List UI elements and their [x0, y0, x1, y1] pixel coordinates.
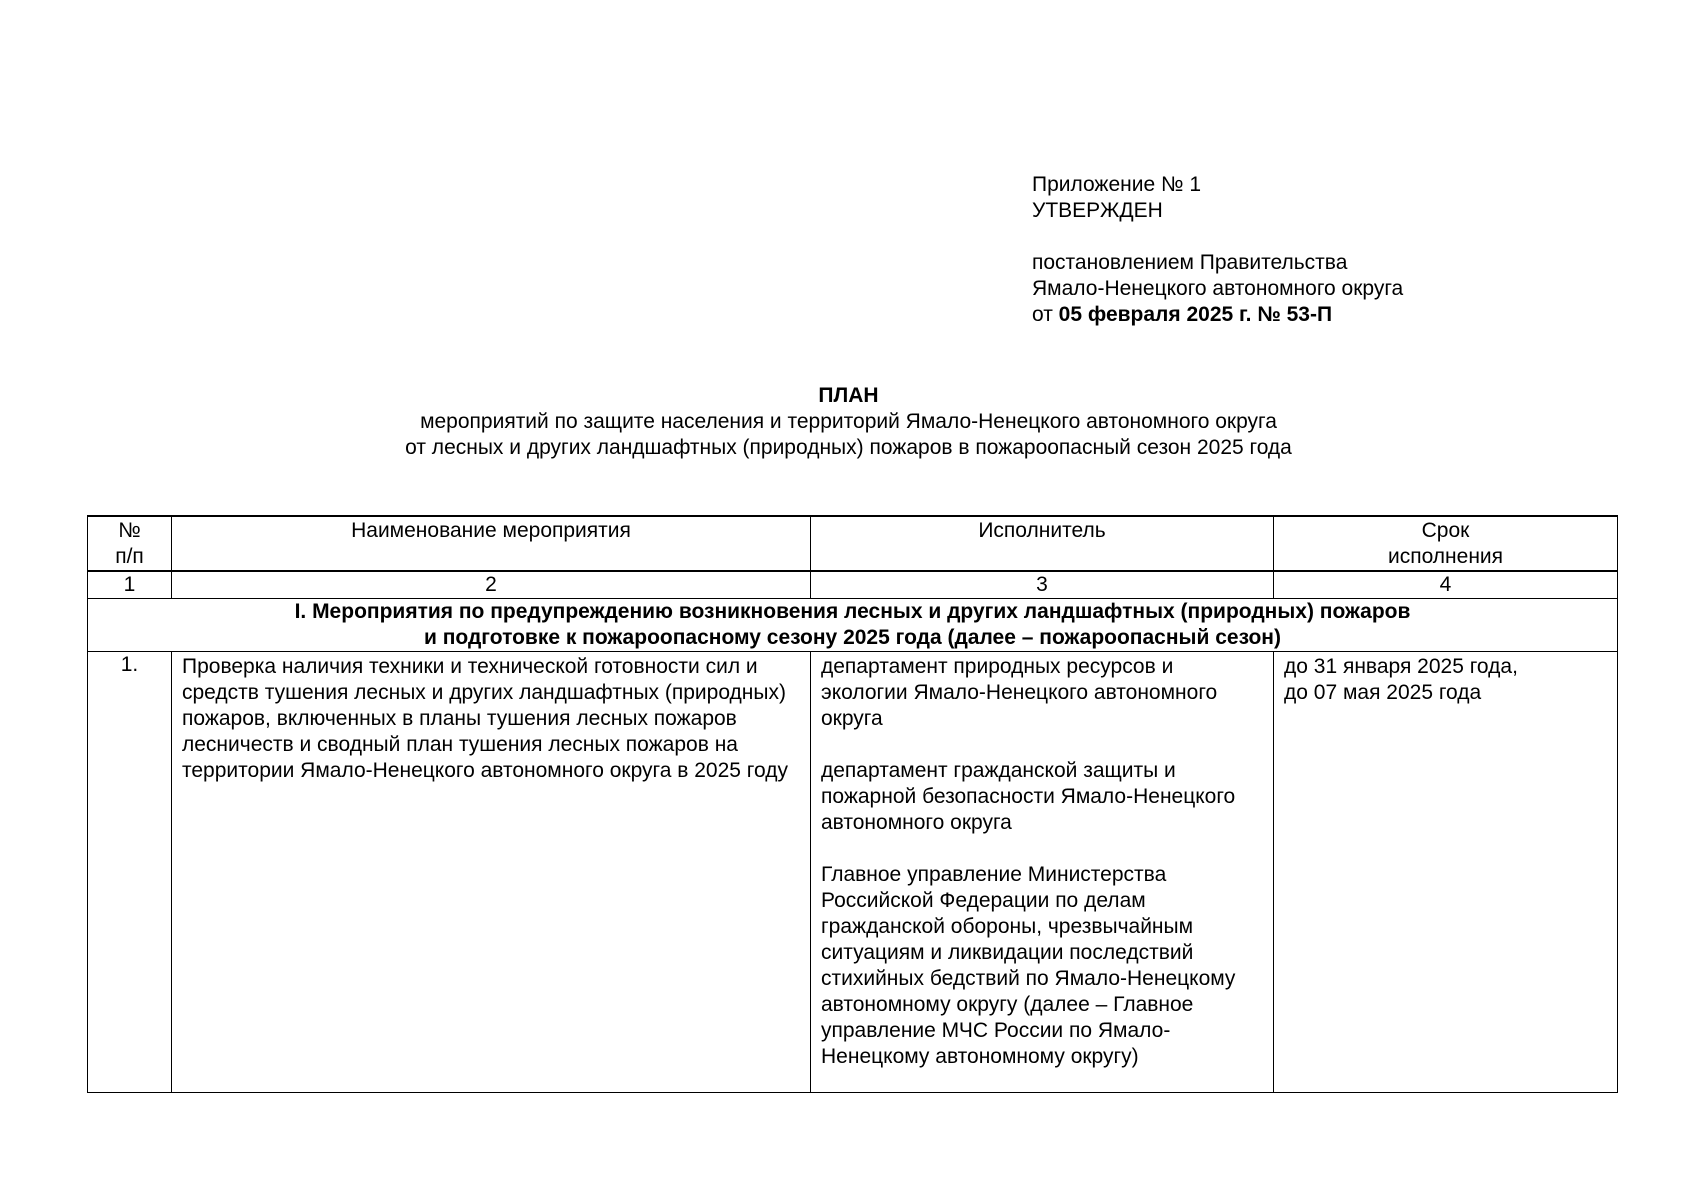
row-deadline — [1274, 652, 1617, 706]
section-title-line-2: и подготовке к пожароопасному сезону 2025 года (далее – пожароопасный сезон) — [423, 626, 1281, 649]
table-row — [88, 652, 1618, 1093]
row-activity-name: Проверка наличия техники и технической готовности сил и средств тушения лесных и других ландшафтных (природных) пожаров, включенных в планы тушения лесных пожаров лесничеств и сводный план тушения лесных пожаров на территории Ямало-Ненецкого автономного округа в 2025 году — [182, 655, 788, 782]
date-prefix: от — [1032, 303, 1059, 326]
approved-label: УТВЕРЖДЕН — [1032, 199, 1163, 222]
section-header-row — [88, 599, 1618, 652]
header-number-line-1: № — [118, 519, 141, 542]
executor-item: Главное управление Министерства Российской Федерации по делам гражданской обороны, чрезвычайным ситуациям и ликвидации последствий стихийных бедствий по Ямало-Ненецкому автономному округу (далее – Главное управление МЧС России по Ямало-Ненецкому автономному округу) — [821, 863, 1236, 1068]
decree-line-1: постановлением Правительства — [1032, 251, 1348, 274]
approval-block — [1032, 172, 1403, 328]
column-number-1: 1 — [88, 571, 172, 599]
row-executor-list — [811, 652, 1273, 1070]
row-deadline-cell — [1274, 652, 1618, 1093]
appendix-label: Приложение № 1 — [1032, 173, 1202, 196]
plan-subtitle-line-2: от лесных и других ландшафтных (природных) пожаров в пожароопасный сезон 2025 года — [405, 436, 1292, 459]
header-deadline-line-2: исполнения — [1387, 545, 1504, 568]
row-activity-cell — [172, 652, 811, 1093]
row-number: 1. — [88, 652, 172, 1093]
header-executor: Исполнитель — [811, 516, 1274, 571]
section-title-line-1: I. Мероприятия по предупреждению возникновения лесных и других ландшафтных (природных) пожаров — [294, 600, 1411, 623]
column-number-3: 3 — [811, 571, 1274, 599]
decree-date-line — [1032, 302, 1403, 328]
header-number — [88, 516, 172, 571]
decree-line-2: Ямало-Ненецкого автономного округа — [1032, 277, 1404, 300]
approval-spacer — [1032, 224, 1403, 250]
header-deadline — [1274, 516, 1618, 571]
decree-date-number: 05 февраля 2025 г. № 53-П — [1058, 303, 1333, 326]
header-deadline-line-1: Срок — [1421, 519, 1470, 542]
executor-item: департамент гражданской защиты и пожарной безопасности Ямало-Ненецкого автономного округа — [821, 759, 1236, 834]
table-header-row — [88, 516, 1618, 571]
plan-table — [87, 515, 1618, 1093]
plan-subtitle-line-1: мероприятий по защите населения и территорий Ямало-Ненецкого автономного округа — [420, 410, 1277, 433]
deadline-line-1: до 31 января 2025 года, — [1284, 655, 1518, 678]
section-title — [88, 599, 1618, 652]
header-number-line-2: п/п — [115, 545, 144, 568]
plan-heading: ПЛАН — [818, 384, 879, 407]
column-number-4: 4 — [1274, 571, 1618, 599]
deadline-line-2: до 07 мая 2025 года — [1284, 681, 1482, 704]
column-number-2: 2 — [172, 571, 811, 599]
row-executor-cell — [811, 652, 1274, 1093]
executor-item: департамент природных ресурсов и экологии Ямало-Ненецкого автономного округа — [821, 655, 1218, 730]
header-name: Наименование мероприятия — [172, 516, 811, 571]
column-number-row — [88, 571, 1618, 599]
plan-title-block — [0, 383, 1697, 461]
